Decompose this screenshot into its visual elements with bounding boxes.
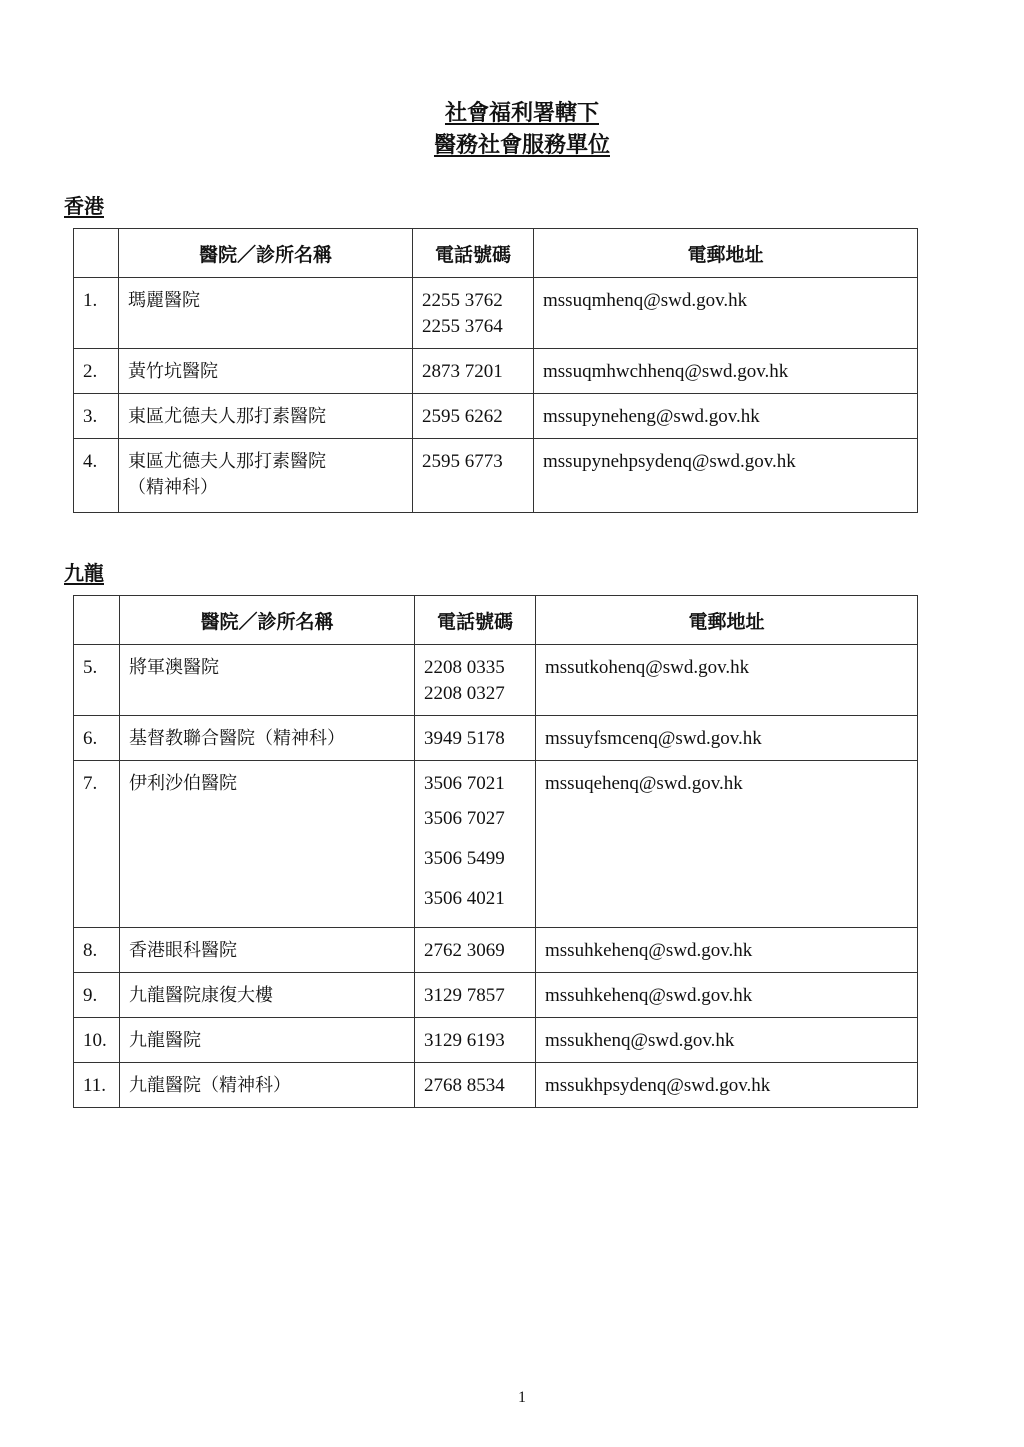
phone-number: 2208 0335 2208 0327: [415, 645, 536, 716]
email-address: mssuhkehenq@swd.gov.hk: [536, 928, 918, 973]
email-address: mssukhenq@swd.gov.hk: [536, 1018, 918, 1063]
hospital-name: 東區尤德夫人那打素醫院 （精神科）: [119, 439, 413, 513]
hospital-name: 東區尤德夫人那打素醫院: [119, 394, 413, 439]
table-row: [74, 645, 918, 716]
row-number: 3.: [74, 394, 119, 439]
hospital-name: 瑪麗醫院: [119, 278, 413, 349]
document-title-line2: 醫務社會服務單位: [433, 133, 610, 158]
header-index: [74, 229, 119, 278]
row-number: 1.: [74, 278, 119, 349]
hospital-name: 將軍澳醫院: [120, 645, 415, 716]
phone-number: 3129 6193: [415, 1018, 536, 1063]
row-number: 8.: [74, 928, 120, 973]
table-row: [74, 1063, 918, 1108]
kowloon-units-table: [73, 595, 918, 1108]
row-number: 9.: [74, 973, 120, 1018]
header-email: 電郵地址: [534, 229, 918, 278]
phone-number: 3506 7021 3506 7027 3506 5499 3506 4021: [415, 761, 536, 928]
hospital-name: 九龍醫院（精神科）: [120, 1063, 415, 1108]
region-heading-hong-kong: 香港: [64, 194, 104, 218]
email-address: mssuqehenq@swd.gov.hk: [536, 761, 918, 928]
table-row: [74, 1018, 918, 1063]
table-header-row: [74, 596, 918, 645]
table-row: [74, 278, 918, 349]
table-row: [74, 439, 918, 513]
email-address: mssutkohenq@swd.gov.hk: [536, 645, 918, 716]
row-number: 11.: [74, 1063, 120, 1108]
phone-number: 3949 5178: [415, 716, 536, 761]
row-number: 4.: [74, 439, 119, 513]
hospital-name: 香港眼科醫院: [120, 928, 415, 973]
table-row: [74, 973, 918, 1018]
table-row: [74, 716, 918, 761]
hospital-name: 基督教聯合醫院（精神科）: [120, 716, 415, 761]
hospital-name: 九龍醫院: [120, 1018, 415, 1063]
row-number: 2.: [74, 349, 119, 394]
phone-number: 2595 6262: [413, 394, 534, 439]
table-header-row: [74, 229, 918, 278]
phone-number: 2595 6773: [413, 439, 534, 513]
table-row: [74, 928, 918, 973]
hospital-name: 黃竹坑醫院: [119, 349, 413, 394]
email-address: mssupyneheng@swd.gov.hk: [534, 394, 918, 439]
document-title-line1: 社會福利署轄下: [444, 101, 599, 126]
table-row: [74, 394, 918, 439]
row-number: 7.: [74, 761, 120, 928]
email-address: mssupynehpsydenq@swd.gov.hk: [534, 439, 918, 513]
row-number: 5.: [74, 645, 120, 716]
table-row: [74, 761, 918, 928]
phone-number: 2762 3069: [415, 928, 536, 973]
header-index: [74, 596, 120, 645]
phone-number: 3129 7857: [415, 973, 536, 1018]
email-address: mssuqmhwchhenq@swd.gov.hk: [534, 349, 918, 394]
email-address: mssuhkehenq@swd.gov.hk: [536, 973, 918, 1018]
row-number: 6.: [74, 716, 120, 761]
page-number: 1: [518, 1389, 526, 1406]
email-address: mssuqmhenq@swd.gov.hk: [534, 278, 918, 349]
hong-kong-units-table: [73, 228, 918, 513]
header-name: 醫院／診所名稱: [120, 596, 415, 645]
email-address: mssukhpsydenq@swd.gov.hk: [536, 1063, 918, 1108]
region-heading-kowloon: 九龍: [64, 561, 104, 585]
table-row: [74, 349, 918, 394]
header-name: 醫院／診所名稱: [119, 229, 413, 278]
hospital-name: 伊利沙伯醫院: [120, 761, 415, 928]
row-number: 10.: [74, 1018, 120, 1063]
hospital-name: 九龍醫院康復大樓: [120, 973, 415, 1018]
phone-number: 2255 3762 2255 3764: [413, 278, 534, 349]
header-phone: 電話號碼: [415, 596, 536, 645]
header-email: 電郵地址: [536, 596, 918, 645]
email-address: mssuyfsmcenq@swd.gov.hk: [536, 716, 918, 761]
phone-number: 2873 7201: [413, 349, 534, 394]
phone-number: 2768 8534: [415, 1063, 536, 1108]
header-phone: 電話號碼: [413, 229, 534, 278]
